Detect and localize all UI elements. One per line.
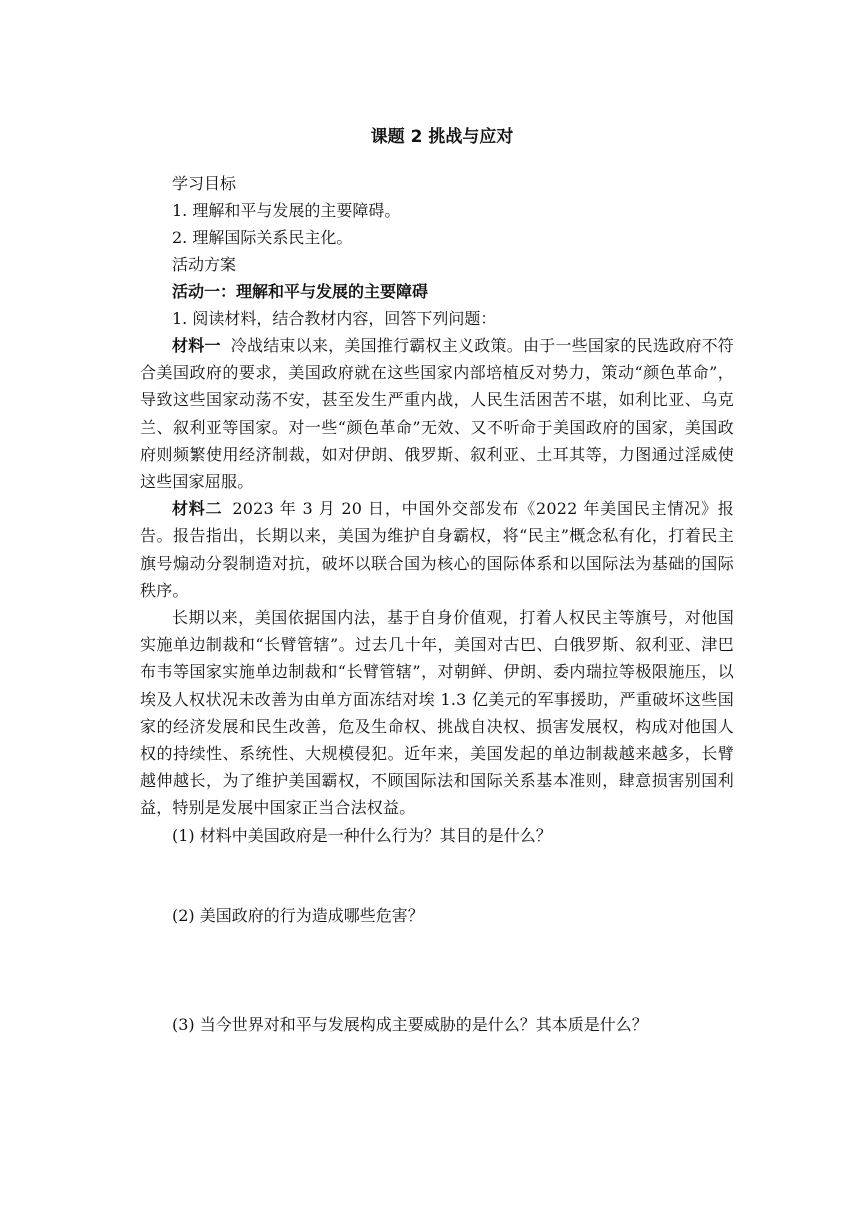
question-1: (1) 材料中美国政府是一种什么行为？其目的是什么？ — [172, 825, 552, 845]
objectives-heading: 学习目标 — [172, 174, 237, 193]
material-two — [140, 495, 734, 604]
question-2: (2) 美国政府的行为造成哪些危害？ — [172, 905, 424, 925]
question-3: (3) 当今世界对和平与发展构成主要威胁的是什么？其本质是什么？ — [172, 1014, 648, 1034]
plan-heading: 活动方案 — [172, 255, 237, 274]
objective-item: 1. 理解和平与发展的主要障碍。 — [172, 201, 401, 220]
material-one — [140, 332, 734, 495]
activity-heading: 活动一：理解和平与发展的主要障碍 — [172, 282, 429, 301]
material-two-label: 材料二 — [172, 499, 223, 519]
material-one-text: 冷战结束以来，美国推行霸权主义政策。由于一些国家的民选政府不符合美国政府的要求，美国政府就在这些国家内部培植反对势力，策动“颜色革命”，导致这些国家动荡不安，甚至发生严重内战，人民生活困苦不堪，如利比亚、乌克兰、叙利亚等国家。对一些“颜色革命”无效、又不听命于美国政府的国家，美国政府则频繁使用经济制裁，如对伊朗、俄罗斯、叙利亚、土耳其等，力图通过淫威使这些国家屈服。 — [140, 336, 734, 492]
page-title: 课题 2 挑战与应对 — [370, 127, 514, 147]
material-two-paragraph: 长期以来，美国依据国内法，基于自身价值观，打着人权民主等旗号，对他国实施单边制裁和“长臂管辖”。过去几十年，美国对古巴、白俄罗斯、叙利亚、津巴布韦等国家实施单边制裁和“长臂管辖”，对朝鲜、伊朗、委内瑞拉等极限施压，以埃及人权状况未改善为由单方面冻结对埃 1.3 亿美元的军事援助，严重破坏这些国家的经济发展和民生改善，危及生命权、挑战自决权、损害发展权，构成对他国人权的持续性、系统性、大规模侵犯。近年来，美国发起的单边制裁越来越多，长臂越伸越长，为了维护美国霸权，不顾国际法和国际关系基本准则，肆意损害别国利益，特别是发展中国家正当合法权益。 — [140, 608, 734, 818]
instruction-text: 1. 阅读材料，结合教材内容，回答下列问题： — [172, 309, 497, 328]
material-two-text: 2023 年 3 月 20 日，中国外交部发布《2022 年美国民主情况》报告。报告指出，长期以来，美国为维护自身霸权，将“民主”概念私有化，打着民主旗号煽动分裂制造对抗，破坏以联合国为核心的国际体系和以国际法为基础的国际秩序。 — [140, 499, 734, 600]
document-page — [140, 118, 734, 1038]
objective-item: 2. 理解国际关系民主化。 — [172, 228, 353, 247]
material-one-label: 材料一 — [172, 336, 221, 355]
